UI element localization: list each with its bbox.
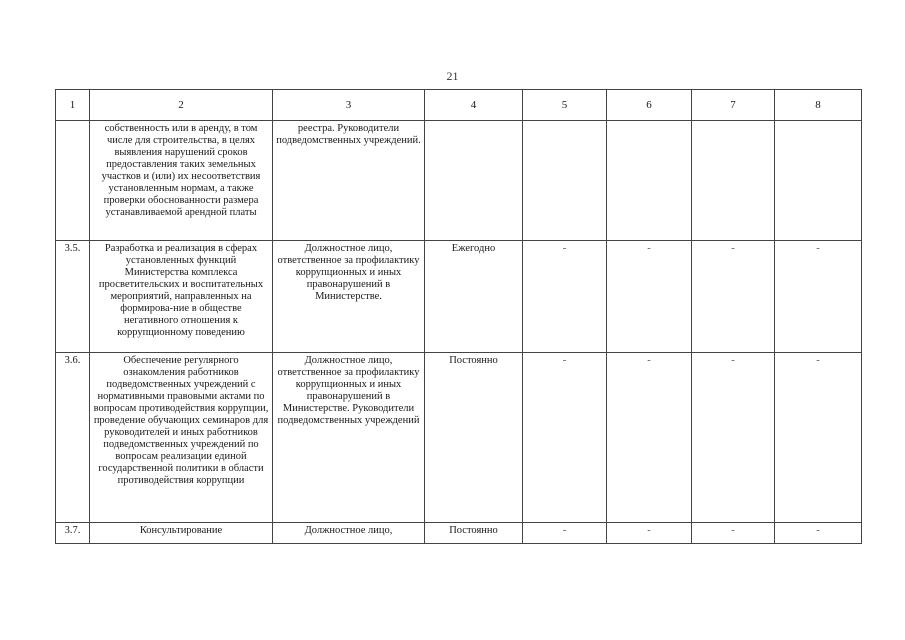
value-cell: - [607, 353, 692, 523]
table-row [56, 523, 862, 544]
header-cell: 5 [523, 90, 607, 121]
table-row [56, 353, 862, 523]
value-cell: - [523, 523, 607, 544]
header-cell: 8 [775, 90, 862, 121]
value-cell: - [607, 241, 692, 353]
header-cell: 1 [56, 90, 90, 121]
measure-description: Обеспечение регулярного ознакомления работников подведомственных учреждений с нормативными правовыми актами по вопросам противодействия коррупции, проведение обучающих семинаров для руководителей и иных работников подведомственных учреждений по вопросам реализации единой государственной политики в области противодействия коррупции [90, 353, 273, 523]
header-cell: 2 [90, 90, 273, 121]
header-cell: 6 [607, 90, 692, 121]
value-cell: - [692, 353, 775, 523]
value-cell [775, 121, 862, 241]
item-number: 3.6. [56, 353, 90, 523]
page-number: 21 [446, 69, 459, 83]
value-cell: - [607, 523, 692, 544]
responsible: Должностное лицо, ответственное за профилактику коррупционных и иных правонарушений в Министерстве. Руководители подведомственных учреждений [273, 353, 425, 523]
responsible: Должностное лицо, ответственное за профилактику коррупционных и иных правонарушений в Министерстве. [273, 241, 425, 353]
responsible: реестра. Руководители подведомственных учреждений. [273, 121, 425, 241]
item-number [56, 121, 90, 241]
measure-description: Разработка и реализация в сферах установленных функций Министерства комплекса просветительских и воспитательных мероприятий, направленных на формирова-ние в обществе негативного отношения к коррупционному поведению [90, 241, 273, 353]
value-cell: - [775, 241, 862, 353]
value-cell [692, 121, 775, 241]
value-cell [523, 121, 607, 241]
term: Постоянно [425, 523, 523, 544]
value-cell: - [775, 523, 862, 544]
term: Ежегодно [425, 241, 523, 353]
header-cell: 3 [273, 90, 425, 121]
value-cell: - [523, 241, 607, 353]
value-cell: - [523, 353, 607, 523]
item-number: 3.7. [56, 523, 90, 544]
table-row [56, 241, 862, 353]
table-row [56, 121, 862, 241]
measures-table [55, 89, 862, 544]
term: Постоянно [425, 353, 523, 523]
value-cell [607, 121, 692, 241]
value-cell: - [692, 523, 775, 544]
term [425, 121, 523, 241]
header-row [56, 90, 862, 121]
value-cell: - [692, 241, 775, 353]
header-cell: 7 [692, 90, 775, 121]
measure-description: собственность или в аренду, в том числе для строительства, в целях выявления нарушений сроков предоставления таких земельных участков и (или) их несоответствия установленным нормам, а также проверки обоснованности размера устанавливаемой арендной платы [90, 121, 273, 241]
header-cell: 4 [425, 90, 523, 121]
measure-description: Консультирование [90, 523, 273, 544]
item-number: 3.5. [56, 241, 90, 353]
responsible: Должностное лицо, [273, 523, 425, 544]
value-cell: - [775, 353, 862, 523]
